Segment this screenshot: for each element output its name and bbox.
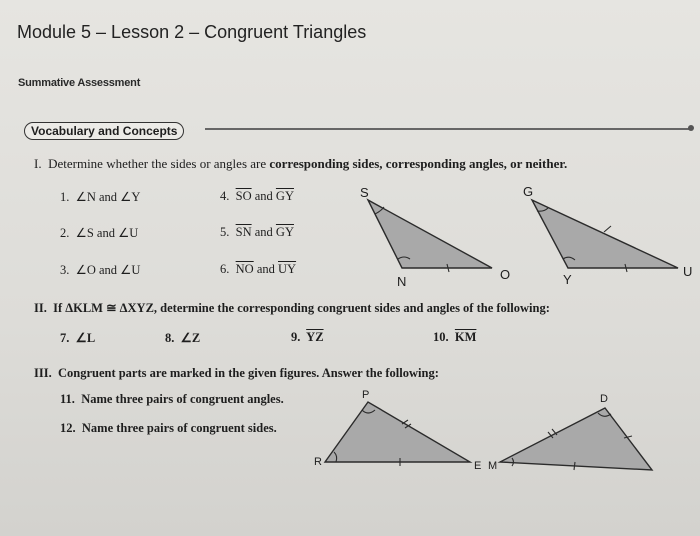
question-3-text: ∠O and ∠U: [75, 263, 141, 277]
question-9-number: 9.: [291, 330, 301, 344]
question-6-seg-a: $\overline{NO}$: [235, 262, 254, 276]
question-11-number: 11.: [60, 392, 75, 406]
question-4-and: and: [251, 189, 276, 203]
question-10-seg: $\overline{KM}$: [454, 330, 477, 344]
question-2-text: ∠S and ∠U: [75, 226, 139, 240]
label-n: N: [397, 274, 407, 289]
label-u: U: [683, 264, 693, 279]
triangle-sno: [368, 200, 492, 268]
vocabulary-heading: Vocabulary and Concepts: [24, 122, 184, 140]
question-8-number: 8.: [165, 331, 175, 345]
label-o: O: [500, 267, 511, 282]
question-7-number: 7.: [60, 331, 70, 345]
page-title: Module 5 – Lesson 2 – Congruent Triangles: [17, 22, 367, 42]
label-r: R: [314, 456, 322, 468]
section-1-text: Determine whether the sides or angles are: [48, 156, 270, 171]
question-2-number: 2.: [60, 226, 70, 240]
question-6-seg-b: $\overline{UY}$: [278, 262, 297, 276]
question-5-seg-b: $\overline{GY}$: [275, 225, 294, 239]
section-1-number: I.: [34, 156, 42, 171]
question-10-number: 10.: [433, 330, 449, 344]
question-12-text: Name three pairs of congruent sides.: [81, 421, 277, 435]
label-m: M: [488, 460, 498, 472]
question-6-and: and: [253, 262, 278, 276]
label-d: D: [600, 393, 608, 405]
question-7-text: ∠L: [75, 331, 96, 345]
label-s: S: [360, 185, 369, 200]
question-5-number: 5.: [220, 225, 230, 239]
tick-mark-gu: [604, 226, 611, 232]
question-4-number: 4.: [220, 189, 230, 203]
triangle-mde: [500, 408, 652, 470]
question-4-seg-a: $\overline{SO}$: [235, 189, 252, 203]
section-3-number: III.: [34, 366, 52, 380]
question-5-seg-a: $\overline{SN}$: [235, 225, 252, 239]
label-g: G: [523, 184, 534, 199]
section-2-number: II.: [34, 301, 47, 315]
question-5-and: and: [251, 225, 276, 239]
triangle-pre: [325, 402, 470, 462]
label-y: Y: [563, 272, 572, 287]
section-2-text: If ΔKLM ≅ ΔXYZ, determine the corresponding congruent sides and angles of the following:: [53, 301, 550, 315]
question-1-text: ∠N and ∠Y: [75, 190, 141, 204]
question-11-text: Name three pairs of congruent angles.: [81, 392, 284, 406]
label-p: P: [362, 389, 370, 401]
question-12-number: 12.: [60, 421, 76, 435]
question-4-seg-b: $\overline{GY}$: [275, 189, 294, 203]
question-8-text: ∠Z: [180, 331, 201, 345]
question-9-seg: $\overline{YZ}$: [306, 330, 324, 344]
triangle-gyu: [532, 200, 678, 268]
label-e: E: [474, 460, 482, 472]
question-6-number: 6.: [220, 262, 230, 276]
question-3-number: 3.: [60, 263, 70, 277]
section-1-bold: corresponding sides, corresponding angles, or neither.: [269, 156, 568, 171]
question-1-number: 1.: [60, 190, 70, 204]
section-3-text: Congruent parts are marked in the given figures. Answer the following:: [57, 366, 439, 380]
assessment-subtitle: Summative Assessment: [18, 77, 141, 89]
